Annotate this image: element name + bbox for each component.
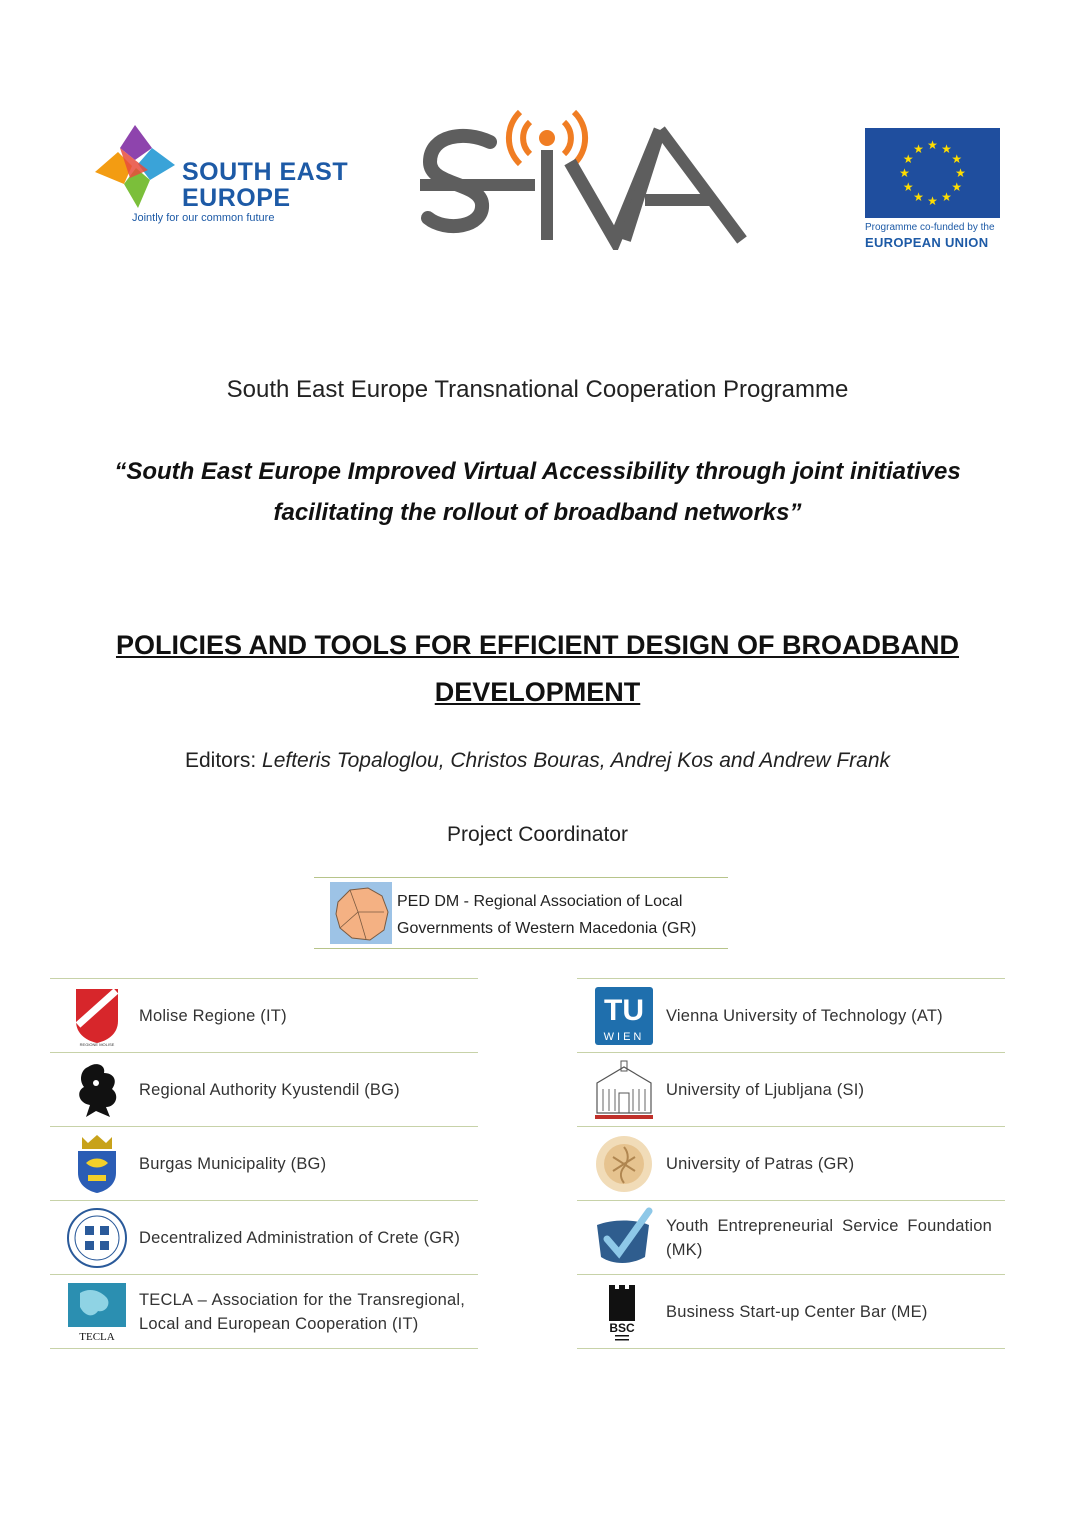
eu-star: ★: [927, 138, 938, 152]
south-east-europe-logo: [90, 120, 360, 230]
eu-star: ★: [951, 180, 963, 194]
tecla-logo-icon: [66, 1281, 128, 1343]
see-logo-line2: EUROPE: [182, 184, 291, 212]
coordinator-box: [314, 877, 728, 949]
ljubljana-building-icon: [593, 1059, 655, 1121]
editors: [0, 749, 1075, 773]
eu-star: ★: [913, 141, 924, 156]
eu-logo: [865, 128, 1003, 258]
editors-label: Editors:: [184, 749, 257, 772]
partner-name: TECLA – Association for the Transregional, Local and European Cooperation (IT): [139, 1290, 465, 1333]
eu-star: ★: [941, 141, 952, 156]
tu-logo-caption: TU: [604, 994, 644, 1027]
coordinator-label: Project Coordinator: [447, 823, 628, 846]
eu-star: ★: [899, 166, 910, 180]
eu-star: ★: [913, 190, 924, 205]
partner-row: [50, 978, 478, 1052]
eu-caption-1: Programme co-funded by the: [865, 222, 995, 233]
patras-seal-icon: [593, 1133, 655, 1195]
partner-name: Youth Entrepreneurial Service Foundation (MK): [666, 1216, 992, 1259]
subtitle-line-1: “South East Europe Improved Virtual Accessibility through joint initiatives: [114, 458, 961, 485]
title-line-2: DEVELOPMENT: [434, 677, 641, 707]
partners-right: [577, 978, 1005, 1349]
partners-left: [50, 978, 478, 1349]
bsc-logo-caption: BSC: [609, 1321, 635, 1335]
partner-name: Business Start-up Center Bar (ME): [666, 1302, 928, 1321]
document-title: [0, 622, 1075, 716]
eu-caption-2: EUROPEAN UNION: [865, 235, 989, 250]
molise-crest-icon: [66, 985, 128, 1047]
yes-checkmark-icon: [593, 1207, 655, 1269]
eu-star: ★: [927, 194, 938, 208]
partner-row: [50, 1126, 478, 1200]
partner-name: Molise Regione (IT): [139, 1006, 287, 1025]
burgas-crest-icon: [66, 1133, 128, 1195]
eu-star: ★: [955, 166, 966, 180]
eu-flag-icon: [865, 128, 1000, 218]
partner-name: Burgas Municipality (BG): [139, 1154, 327, 1173]
partner-name: University of Ljubljana (SI): [666, 1080, 865, 1099]
eu-star: ★: [902, 180, 914, 194]
coordinator-name: [397, 888, 727, 942]
siva-logo: [420, 100, 750, 250]
partner-name: University of Patras (GR): [666, 1154, 855, 1173]
partner-row: [50, 1200, 478, 1274]
tu-wien-logo-icon: [593, 985, 655, 1047]
tecla-logo-caption: TECLA: [79, 1331, 115, 1343]
kyustendil-crest-icon: [66, 1059, 128, 1121]
eu-star: ★: [951, 152, 963, 166]
editors-names: Lefteris Topaloglou, Christos Bouras, Andrej Kos and Andrew Frank: [262, 749, 891, 772]
partner-row: [577, 978, 1005, 1052]
eu-star: ★: [902, 152, 914, 166]
crete-seal-icon: [66, 1207, 128, 1269]
partner-row: [577, 1052, 1005, 1126]
eu-star: ★: [941, 190, 952, 205]
see-logo-line1: SOUTH EAST: [182, 158, 349, 186]
project-subtitle: [0, 451, 1075, 533]
bsc-bar-logo-icon: [593, 1281, 655, 1343]
programme-name: South East Europe Transnational Cooperation Programme: [226, 376, 849, 403]
subtitle-line-2: facilitating the rollout of broadband networks”: [273, 499, 802, 526]
partner-row: [577, 1200, 1005, 1274]
partner-name: Vienna University of Technology (AT): [666, 1006, 943, 1025]
molise-logo-caption: REGIONE MOLISE: [79, 1042, 115, 1047]
partner-row: [577, 1274, 1005, 1349]
see-flower-icon: [90, 120, 180, 215]
coordinator-line-1: PED DM - Regional Association of Local: [397, 893, 683, 910]
see-logo-tagline: Jointly for our common future: [132, 212, 275, 224]
partner-name: Decentralized Administration of Crete (GR): [139, 1228, 461, 1247]
coordinator-line-2: Governments of Western Macedonia (GR): [397, 920, 697, 937]
partner-name: Regional Authority Kyustendil (BG): [139, 1080, 400, 1099]
wien-logo-caption: WIEN: [603, 1031, 645, 1043]
partner-row: [577, 1126, 1005, 1200]
western-macedonia-map-icon: [330, 882, 392, 944]
title-line-1: POLICIES AND TOOLS FOR EFFICIENT DESIGN OF BROADBAND: [115, 630, 960, 660]
partner-row: [50, 1274, 478, 1349]
partner-row: [50, 1052, 478, 1126]
